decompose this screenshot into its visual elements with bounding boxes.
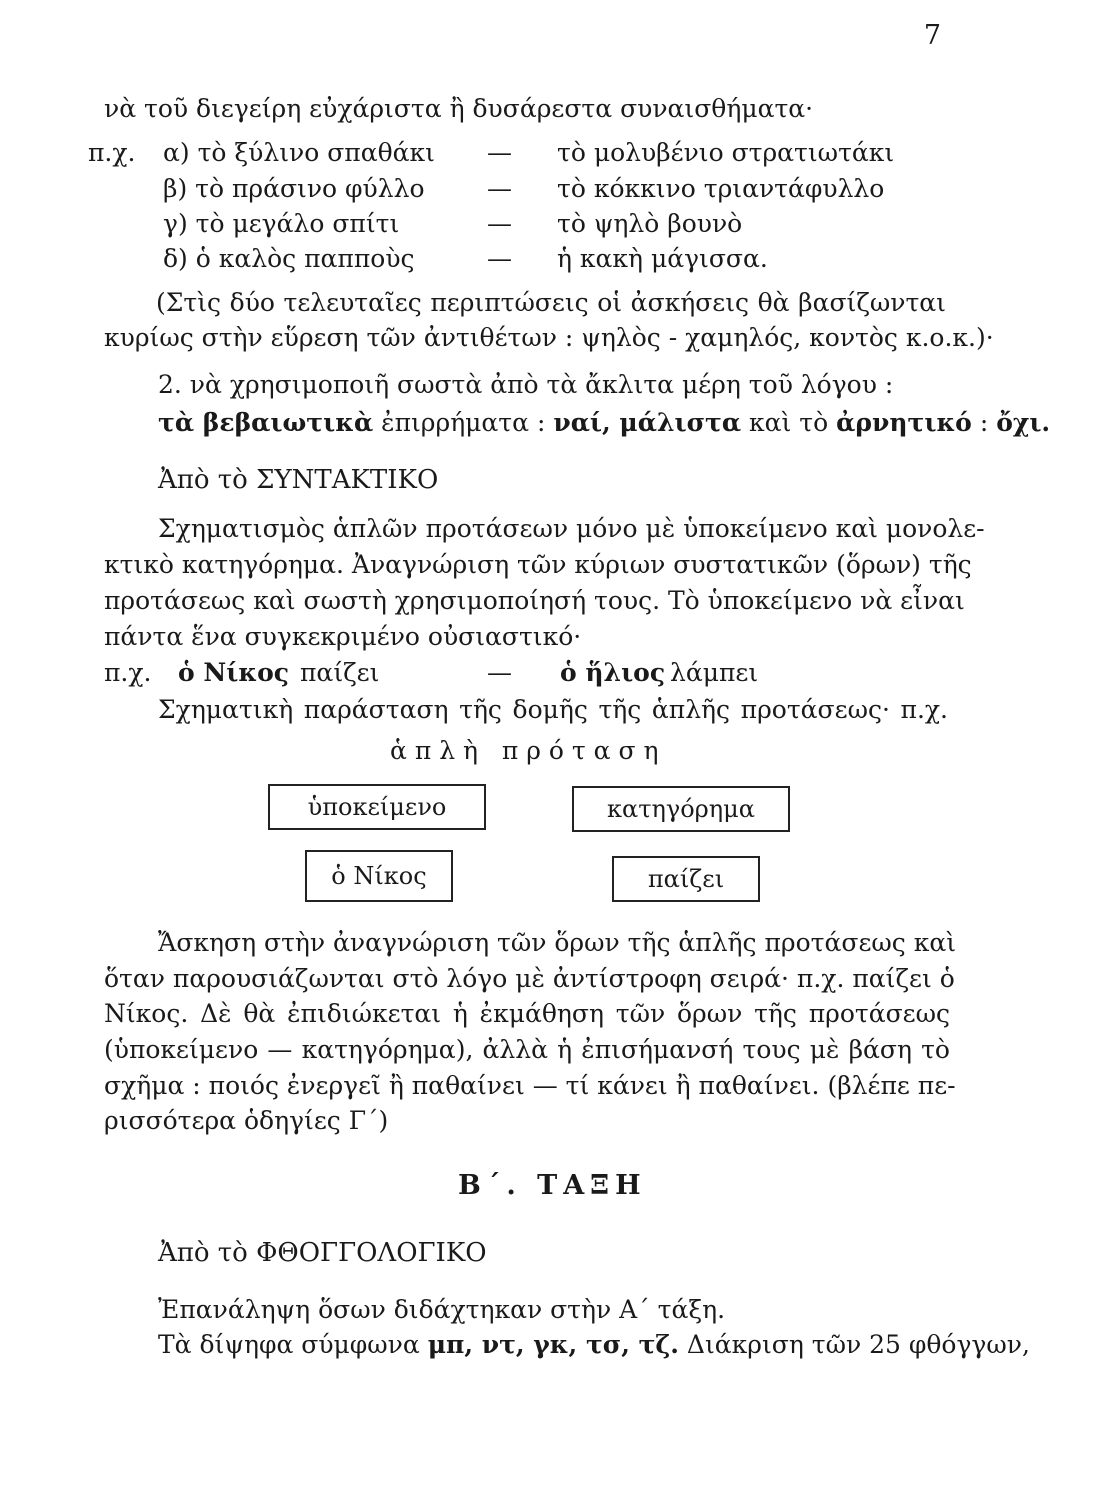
exercise-line-5: σχῆμα : ποιός ἐνεργεῖ ἢ παθαίνει — τί κάνει ἢ παθαίνει. (βλέπε πε- [104, 1071, 956, 1100]
example-row-d-right: ἡ κακὴ μάγισσα. [557, 244, 768, 273]
example-row-c-dash: — [487, 209, 512, 238]
exercise-line-2: ὅταν παρουσιάζωνται στὸ λόγο μὲ ἀντίστροφη σειρά· π.χ. παίζει ὁ [104, 964, 955, 993]
exercise-line-1: Ἄσκηση στὴν ἀναγνώριση τῶν ὅρων τῆς ἁπλῆς προτάσεως καὶ [158, 928, 957, 957]
syntax-paragraph-line-3: προτάσεως καὶ σωστὴ χρησιμοποίησή τους. Τὸ ὑποκείμενο νὰ εἶναι [104, 586, 965, 615]
exercise-line-3: Νίκος. Δὲ θὰ ἐπιδιώκεται ἡ ἐκμάθηση τῶν ὅρων τῆς προτάσεως [104, 999, 950, 1028]
example-row-b-left: β) τὸ πράσινο φύλλο [163, 174, 425, 203]
example-row-a-dash: — [487, 138, 512, 167]
intro-line: νὰ τοῦ διεγείρη εὐχάριστα ἢ δυσάρεστα συναισθήματα· [104, 94, 814, 123]
adverbs-text-1: ἐπιρρήματα : [381, 408, 546, 437]
exercise-line-6: ρισσότερα ὁδηγίες Γ΄) [104, 1106, 389, 1135]
digraphs-list: μπ, ντ, γκ, τσ, τζ. [427, 1330, 679, 1359]
phonology-heading: Ἀπὸ τὸ ΦΘΟΓΓΟΛΟΓΙΚΟ [158, 1238, 487, 1268]
diagram-predicate-label: κατηγόρημα [607, 795, 755, 823]
digraphs-text-1: Τὰ δίψηφα σύμφωνα [158, 1330, 420, 1359]
example-row-c-left: γ) τὸ μεγάλο σπίτι [163, 209, 400, 238]
diagram-subject-box [268, 784, 486, 830]
example-row-a-left: α) τὸ ξύλινο σπαθάκι [163, 138, 435, 167]
diagram-predicate-box [572, 786, 790, 832]
example2-verb-2: λάμπει [670, 658, 759, 687]
adverbs-affirmative-label: τὰ βεβαιωτικὰ [158, 408, 374, 437]
syntax-heading: Ἀπὸ τὸ ΣΥΝΤΑΚΤΙΚΟ [158, 465, 439, 495]
example-row-d-left: δ) ὁ καλὸς παπποὺς [163, 244, 415, 273]
note-line-2: κυρίως στὴν εὕρεση τῶν ἀντιθέτων : ψηλὸς - χαμηλός, κοντὸς κ.ο.κ.)· [104, 323, 994, 352]
adverbs-line [158, 410, 1050, 435]
example-row-c-right: τὸ ψηλὸ βουνὸ [557, 209, 743, 238]
example-row-a-right: τὸ μολυβένιο στρατιωτάκι [557, 138, 895, 167]
note-line-1: (Στὶς δύο τελευταῖες περιπτώσεις οἱ ἀσκήσεις θὰ βασίζωνται [156, 288, 946, 317]
syntax-paragraph-line-2: κτικὸ κατηγόρημα. Ἀναγνώριση τῶν κύριων συστατικῶν (ὅρων) τῆς [104, 550, 972, 579]
adverbs-affirmative-examples: ναί, μάλιστα [553, 408, 742, 437]
digraphs-line [158, 1332, 1030, 1357]
example2-subject: ὁ Νίκος [178, 658, 289, 687]
syntax-paragraph-line-1: Σχηματισμὸς ἁπλῶν προτάσεων μόνο μὲ ὑποκείμενο καὶ μονολε- [158, 514, 985, 543]
adverbs-text-3: : [979, 408, 989, 437]
example-row-b-dash: — [487, 174, 512, 203]
example-row-d-dash: — [487, 244, 512, 273]
adverbs-negative-label: ἀρνητικό [836, 408, 972, 437]
example2-dash: — [487, 658, 512, 687]
review-line: Ἐπανάληψη ὅσων διδάχτηκαν στὴν Α΄ τάξη. [158, 1295, 726, 1324]
point-2: 2. νὰ χρησιμοποιῆ σωστὰ ἀπὸ τὰ ἄκλιτα μέρη τοῦ λόγου : [158, 370, 894, 399]
digraphs-text-2: Διάκριση τῶν 25 φθόγγων, [686, 1330, 1030, 1359]
diagram-subject-label: ὑποκείμενο [307, 793, 447, 821]
adverbs-negative-example: ὄχι. [996, 408, 1051, 437]
examples-prefix: π.χ. [88, 138, 136, 167]
example2-prefix: π.χ. [104, 658, 152, 687]
section-title: Β΄. ΤΑΞΗ [458, 1170, 647, 1201]
schema-line: Σχηματικὴ παράσταση τῆς δομῆς τῆς ἁπλῆς προτάσεως· π.χ. [158, 695, 948, 724]
example2-verb: παίζει [300, 658, 380, 687]
diagram-subject-example: ὁ Νίκος [331, 862, 427, 890]
exercise-line-4: (ὑποκείμενο — κατηγόρημα), ἀλλὰ ἡ ἐπισήμανσή τους μὲ βάση τὸ [104, 1035, 950, 1064]
diagram-predicate-example: παίζει [647, 865, 725, 893]
example2-subject-2: ὁ ἥλιος [560, 658, 666, 687]
diagram-subject-example-box [305, 850, 453, 902]
adverbs-text-2: καὶ τὸ [749, 408, 829, 437]
syntax-paragraph-line-4: πάντα ἕνα συγκεκριμένο οὐσιαστικό· [104, 622, 582, 651]
page-number: 7 [923, 20, 941, 51]
example-row-b-right: τὸ κόκκινο τριαντάφυλλο [557, 174, 885, 203]
diagram-predicate-example-box [612, 856, 760, 902]
diagram-title: ἁ π λ ὴ π ρ ό τ α σ η [390, 736, 659, 765]
